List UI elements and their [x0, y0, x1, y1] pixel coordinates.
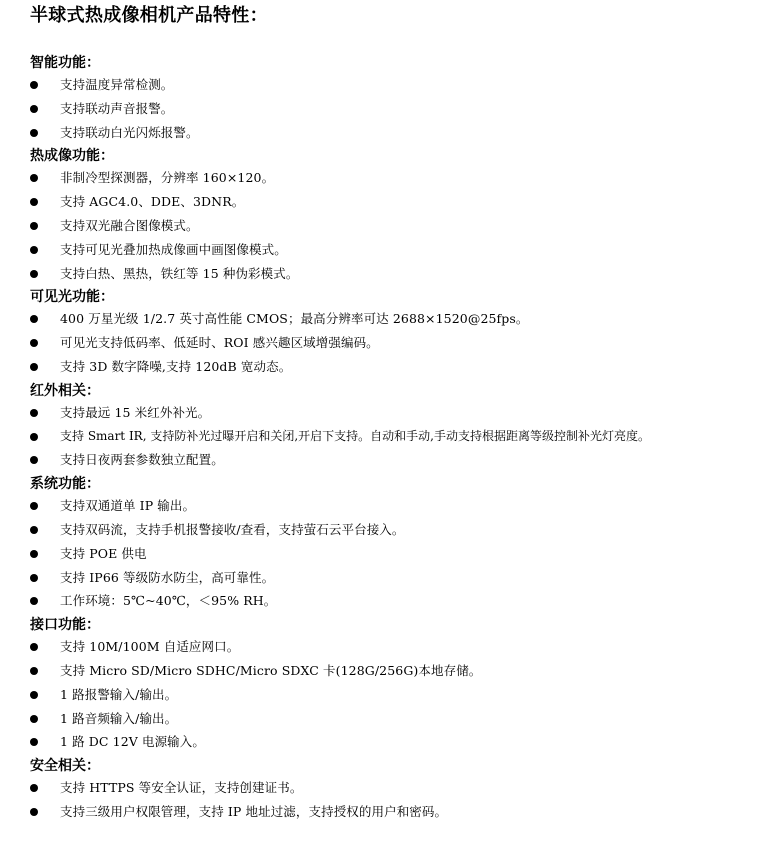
list-item — [30, 566, 770, 590]
list-item — [30, 730, 770, 754]
bullet-icon — [30, 808, 38, 816]
bullet-icon — [30, 129, 38, 137]
list-item-text: 支持三级用户权限管理，支持 IP 地址过滤，支持授权的用户和密码。 — [60, 803, 448, 819]
bullet-icon — [30, 81, 38, 89]
list-item-text: 1 路报警输入/输出。 — [60, 686, 178, 702]
list-item — [30, 97, 770, 121]
list-item-text: 支持 AGC4.0、DDE、3DNR。 — [60, 194, 245, 210]
document-title: 半球式热成像相机产品特性： — [30, 5, 268, 26]
list-item — [30, 635, 770, 659]
list-item-text: 支持 Micro SD/Micro SDHC/Micro SDXC 卡(128G/256G)本地存储。 — [60, 662, 482, 678]
list-item-text: 支持 HTTPS 等安全认证，支持创建证书。 — [60, 780, 303, 796]
list-item — [30, 776, 770, 800]
list-item-text: 工作环境：5℃~40℃，＜95% RH。 — [60, 593, 277, 609]
list-item-text: 支持 Smart IR, 支持防补光过曝开启和关闭,开启下支持。自动和手动,手动支持根据距离等级控制补光灯亮度。 — [60, 428, 650, 443]
bullet-icon — [30, 574, 38, 582]
list-item-text: 支持 IP66 等级防水防尘，高可靠性。 — [60, 569, 275, 585]
list-item-text: 支持最远 15 米红外补光。 — [60, 404, 211, 420]
list-item-text: 支持双码流，支持手机报警接收/查看，支持萤石云平台接入。 — [60, 521, 405, 537]
section-heading: 智能功能： — [30, 55, 100, 71]
list-item-text: 支持双光融合图像模式。 — [60, 217, 199, 233]
bullet-icon — [30, 363, 38, 371]
list-item — [30, 659, 770, 683]
list-item — [30, 494, 770, 518]
bullet-icon — [30, 502, 38, 510]
bullet-icon — [30, 550, 38, 558]
list-item — [30, 307, 770, 331]
list-item — [30, 542, 770, 566]
list-item-text: 支持温度异常检测。 — [60, 77, 174, 92]
list-item — [30, 707, 770, 731]
list-item — [30, 518, 770, 542]
list-item — [30, 331, 770, 355]
list-item-text: 可见光支持低码率、低延时、ROI 感兴趣区域增强编码。 — [60, 335, 379, 351]
list-item — [30, 121, 770, 145]
list-item-text: 支持可见光叠加热成像画中画图像模式。 — [60, 241, 287, 257]
section-smart-functions — [30, 51, 770, 144]
section-security — [30, 754, 770, 824]
list-item-text: 支持双通道单 IP 输出。 — [60, 498, 196, 514]
list-item — [30, 73, 770, 97]
list-item — [30, 166, 770, 190]
bullet-icon — [30, 315, 38, 323]
section-heading: 接口功能： — [30, 617, 100, 634]
bullet-icon — [30, 597, 38, 605]
list-item-text: 1 路音频输入/输出。 — [60, 710, 178, 726]
list-item-text: 支持日夜两套参数独立配置。 — [60, 452, 224, 468]
section-infrared — [30, 379, 770, 472]
list-item — [30, 448, 770, 472]
list-item — [30, 214, 770, 238]
list-item — [30, 683, 770, 707]
list-item — [30, 262, 770, 286]
bullet-icon — [30, 456, 38, 464]
list-item-text: 400 万星光级 1/2.7 英寸高性能 CMOS；最高分辨率可达 2688×1520@25fps。 — [60, 311, 529, 327]
list-item-text: 1 路 DC 12V 电源输入。 — [60, 734, 205, 750]
bullet-icon — [30, 738, 38, 746]
bullet-icon — [30, 246, 38, 254]
list-item — [30, 589, 770, 613]
bullet-icon — [30, 222, 38, 230]
section-heading: 热成像功能： — [30, 148, 114, 165]
bullet-icon — [30, 409, 38, 417]
bullet-icon — [30, 784, 38, 792]
list-item — [30, 238, 770, 262]
list-item-text: 非制冷型探测器，分辨率 160×120。 — [60, 170, 275, 186]
list-item-text: 支持联动白光闪烁报警。 — [60, 124, 199, 140]
bullet-icon — [30, 174, 38, 182]
bullet-icon — [30, 105, 38, 113]
section-heading: 安全相关： — [30, 758, 100, 775]
feature-sections — [30, 51, 770, 824]
section-heading: 系统功能： — [30, 476, 100, 493]
section-heading: 红外相关： — [30, 382, 100, 399]
list-item-text: 支持 10M/100M 自适应网口。 — [60, 639, 240, 655]
list-item-text: 支持 POE 供电 — [60, 545, 147, 561]
section-system — [30, 472, 770, 613]
bullet-icon — [30, 433, 38, 441]
bullet-icon — [30, 715, 38, 723]
list-item — [30, 800, 770, 824]
list-item-text: 支持白热、黑热，铁红等 15 种伪彩模式。 — [60, 265, 299, 281]
section-visible-light — [30, 285, 770, 378]
list-item-text: 支持联动声音报警。 — [60, 100, 174, 116]
list-item — [30, 401, 770, 425]
bullet-icon — [30, 270, 38, 278]
section-thermal-imaging — [30, 144, 770, 285]
bullet-icon — [30, 198, 38, 206]
section-interfaces — [30, 613, 770, 754]
bullet-icon — [30, 643, 38, 651]
section-heading: 可见光功能： — [30, 289, 114, 306]
bullet-icon — [30, 526, 38, 534]
bullet-icon — [30, 691, 38, 699]
bullet-icon — [30, 667, 38, 675]
list-item — [30, 425, 770, 449]
list-item — [30, 355, 770, 379]
list-item-text: 支持 3D 数字降噪,支持 120dB 宽动态。 — [60, 358, 292, 374]
list-item — [30, 190, 770, 214]
bullet-icon — [30, 339, 38, 347]
